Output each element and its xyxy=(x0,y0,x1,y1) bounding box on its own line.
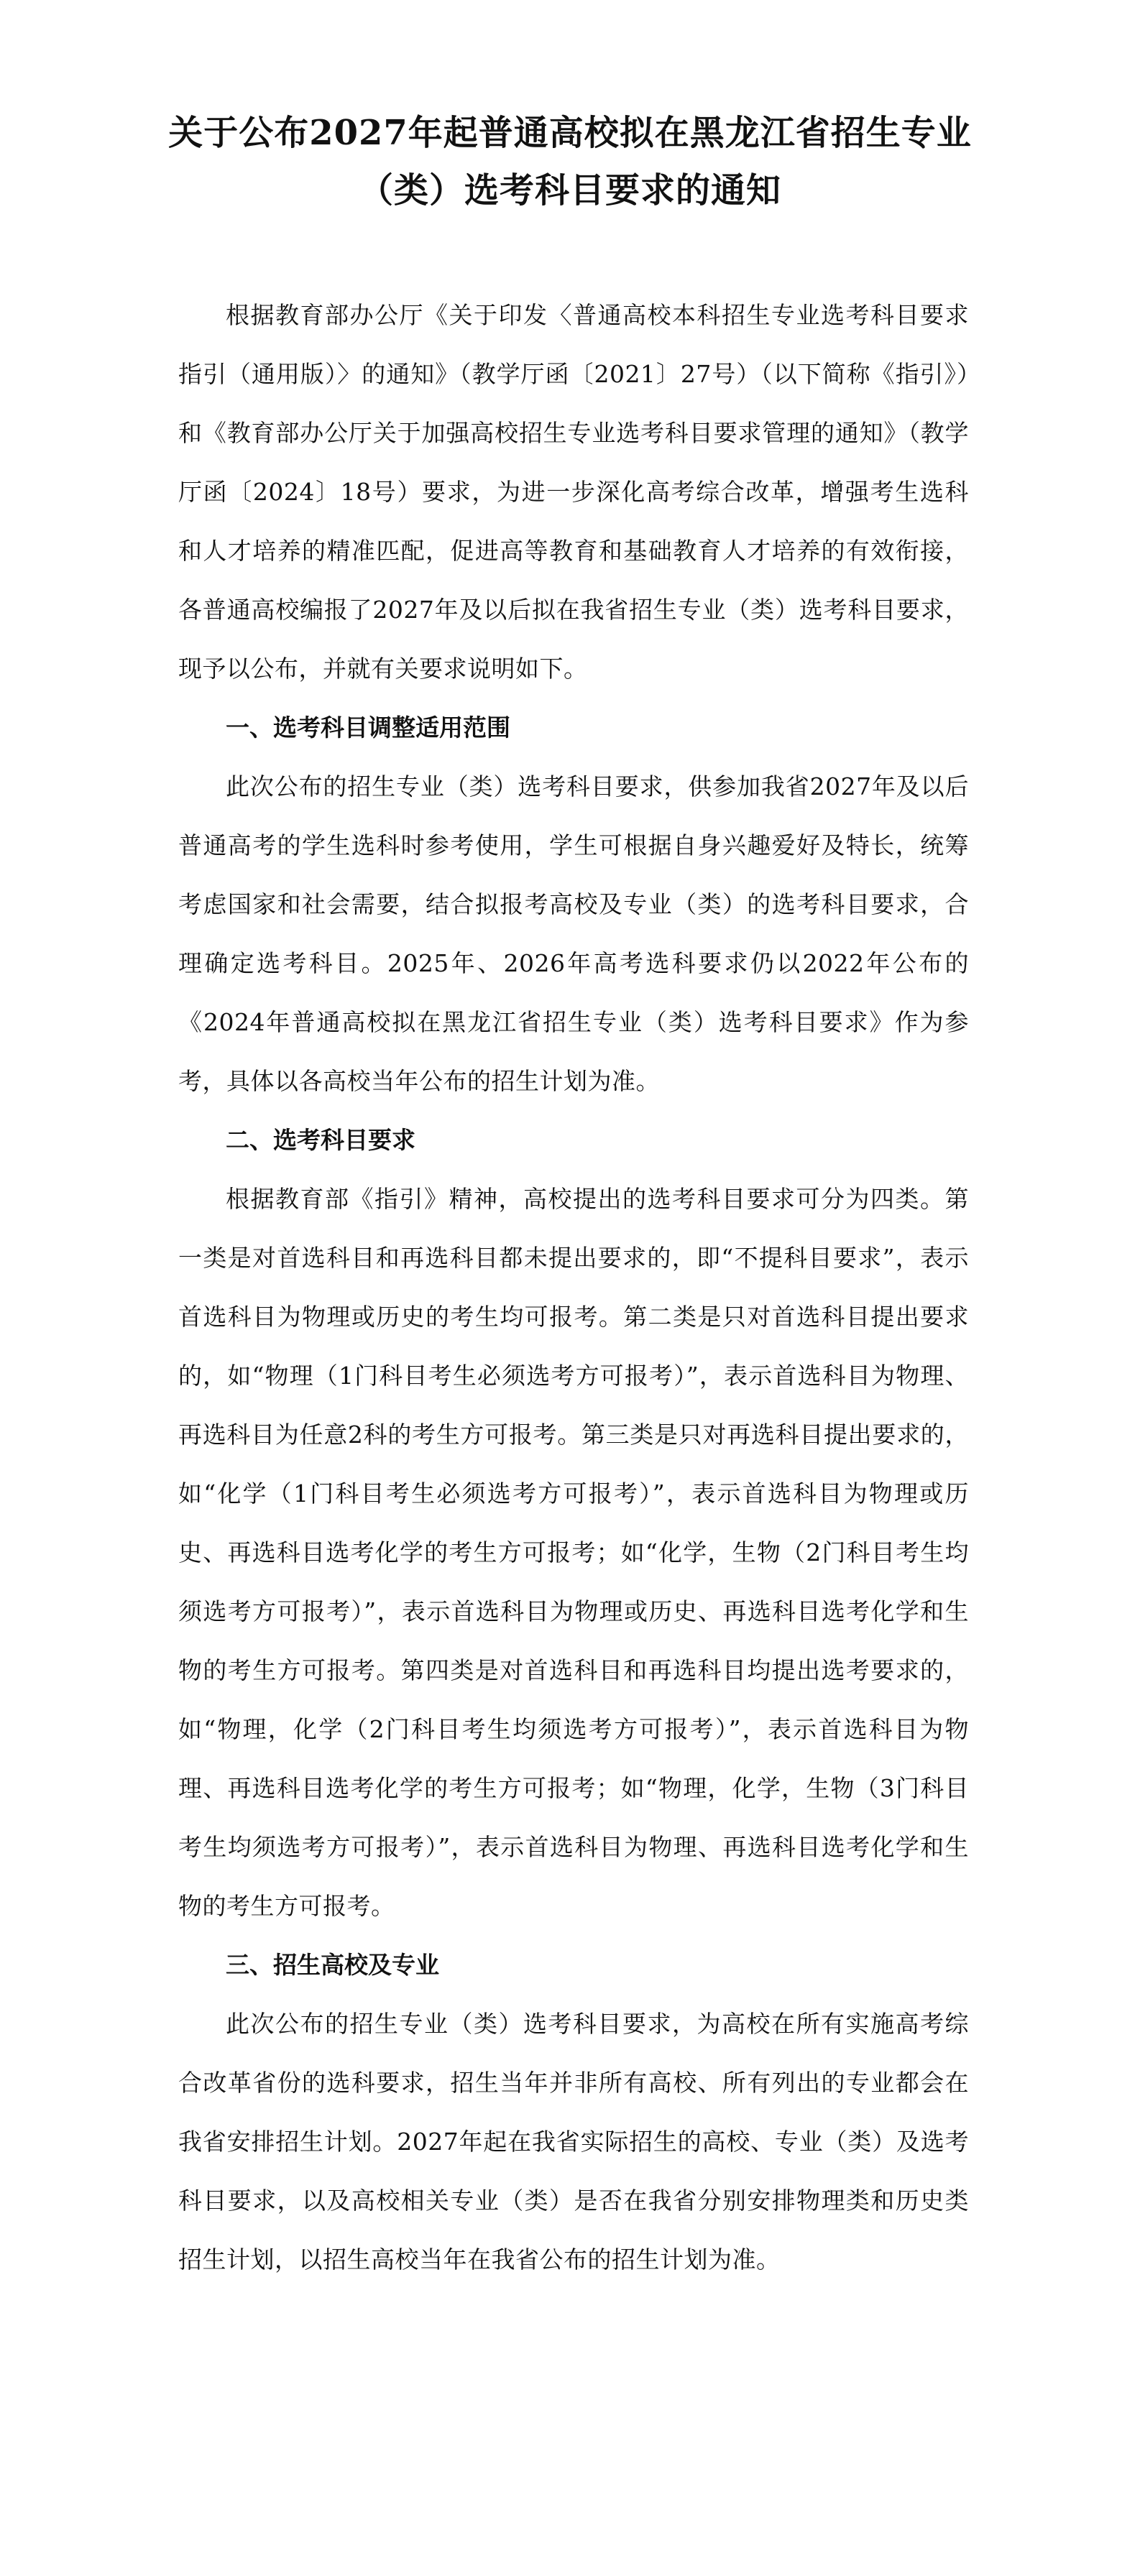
intro-paragraph: 根据教育部办公厅《关于印发〈普通高校本科招生专业选考科目要求指引（通用版）〉的通知》（教学厅函〔2021〕27号）（以下简称《指引》）和《教育部办公厅关于加强高校招生专业选考科目要求管理的通知》（教学厅函〔2024〕18号）要求，为进一步深化高考综合改革，增强考生选科和人才培养的精准匹配，促进高等教育和基础教育人才培养的有效衔接，各普通高校编报了2027年及以后拟在我省招生专业（类）选考科目要求，现予以公布，并就有关要求说明如下。 xyxy=(178,301,969,683)
section-heading-scope: 一、选考科目调整适用范围 xyxy=(226,714,510,742)
section-heading-requirements: 二、选考科目要求 xyxy=(226,1126,415,1154)
section-heading-universities: 三、招生高校及专业 xyxy=(226,1951,439,1979)
section-paragraph-universities: 此次公布的招生专业（类）选考科目要求，为高校在所有实施高考综合改革省份的选科要求，招生当年并非所有高校、所有列出的专业都会在我省安排招生计划。2027年起在我省实际招生的高校、专业（类）及选考科目要求，以及高校相关专业（类）是否在我省分别安排物理类和历史类招生计划，以招生高校当年在我省公布的招生计划为准。 xyxy=(178,2010,969,2273)
section-paragraph-scope: 此次公布的招生专业（类）选考科目要求，供参加我省2027年及以后普通高考的学生选科时参考使用，学生可根据自身兴趣爱好及特长，统筹考虑国家和社会需要，结合拟报考高校及专业（类）的选考科目要求，合理确定选考科目。2025年、2026年高考选科要求仍以2022年公布的《2024年普通高校拟在黑龙江省招生专业（类）选考科目要求》作为参考，具体以各高校当年公布的招生计划为准。 xyxy=(178,772,969,1095)
document-title-line-1: 关于公布2027年起普通高校拟在黑龙江省招生专业 xyxy=(168,113,972,153)
section-paragraph-requirements: 根据教育部《指引》精神，高校提出的选考科目要求可分为四类。第一类是对首选科目和再选科目都未提出要求的，即“不提科目要求”，表示首选科目为物理或历史的考生均可报考。第二类是只对首选科目提出要求的，如“物理（1门科目考生必须选考方可报考）”，表示首选科目为物理、再选科目为任意2科的考生方可报考。第三类是只对再选科目提出要求的，如“化学（1门科目考生必须选考方可报考）”，表示首选科目为物理或历史、再选科目选考化学的考生方可报考；如“化学，生物（2门科目考生均须选考方可报考）”，表示首选科目为物理或历史、再选科目选考化学和生物的考生方可报考。第四类是对首选科目和再选科目均提出选考要求的，如“物理，化学（2门科目考生均须选考方可报考）”，表示首选科目为物理、再选科目选考化学的考生方可报考；如“物理，化学，生物（3门科目考生均须选考方可报考）”，表示首选科目为物理、再选科目选考化学和生物的考生方可报考。 xyxy=(178,1185,969,1920)
document-title-line-2: （类）选考科目要求的通知 xyxy=(358,170,781,211)
document-body xyxy=(178,286,969,2289)
